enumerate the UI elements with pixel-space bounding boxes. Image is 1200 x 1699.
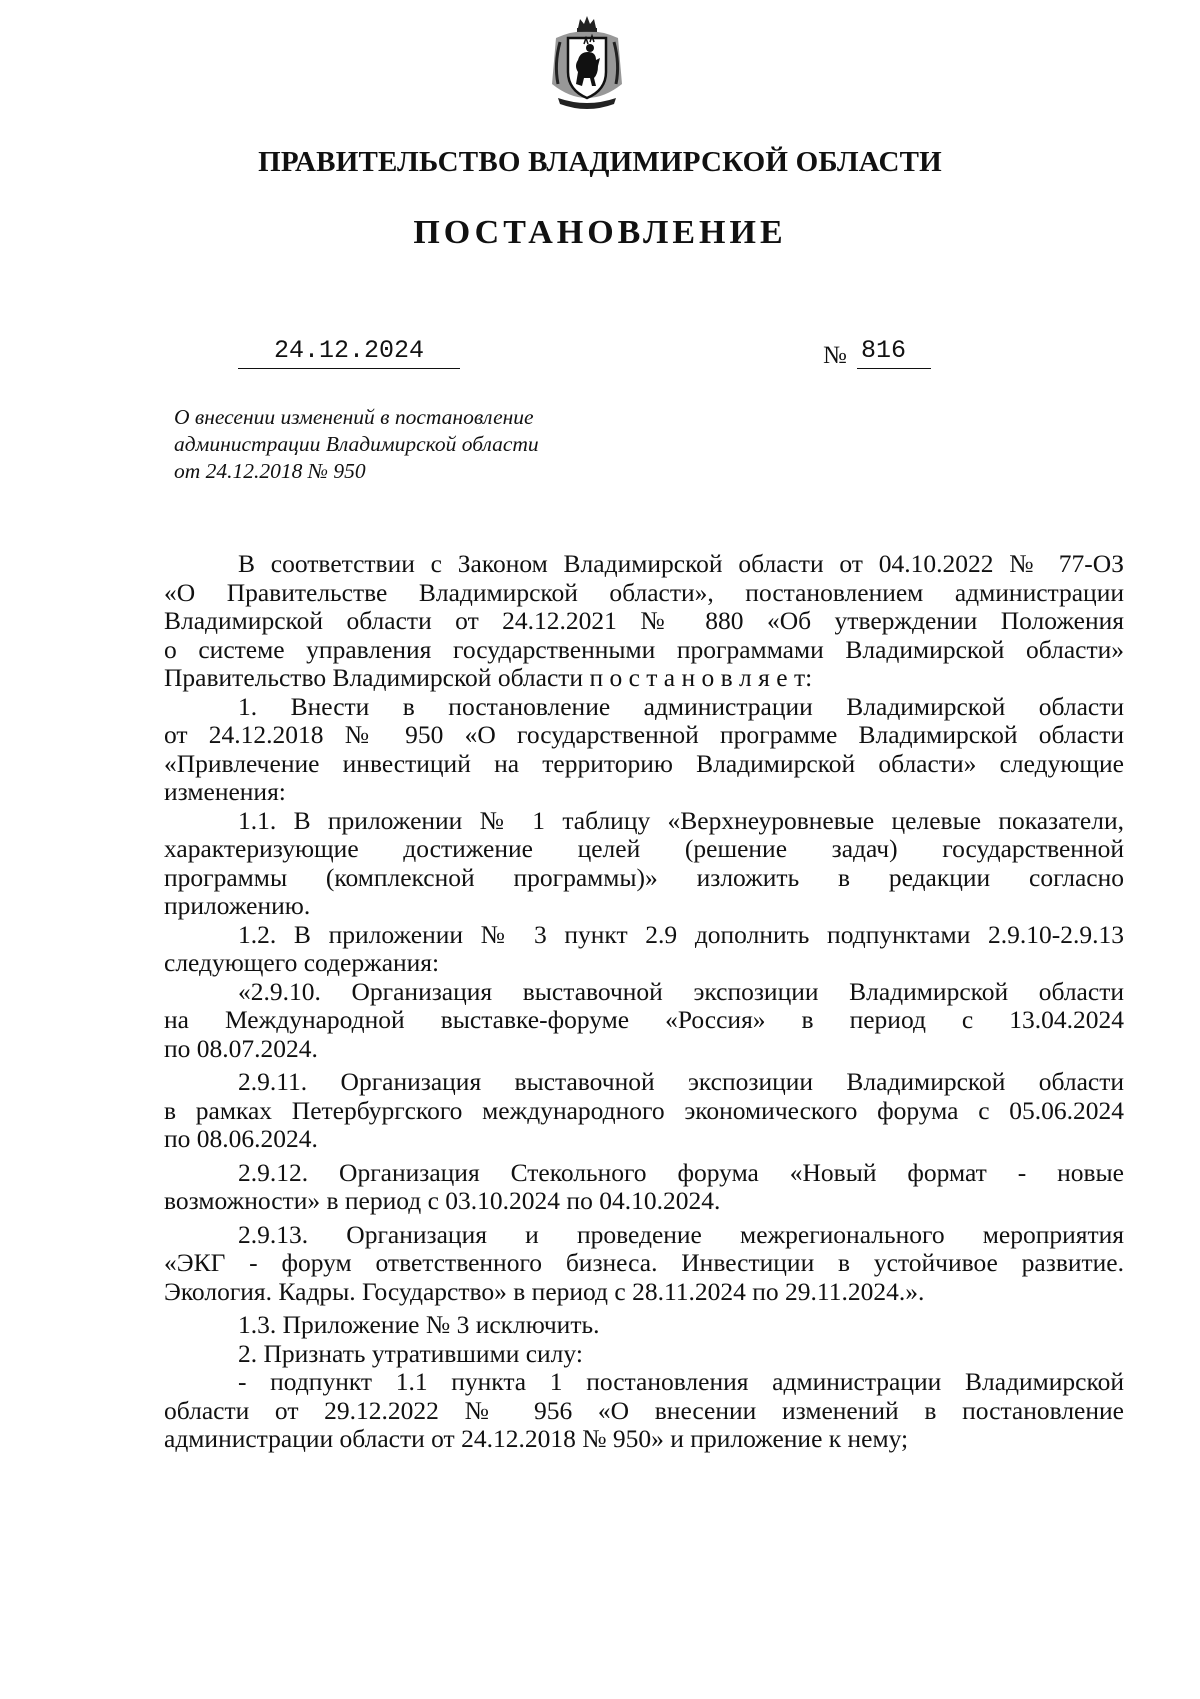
subject-line: от 24.12.2018 № 950 — [174, 459, 366, 483]
paragraph-line: Экология. Кадры. Государство» в период с 28.11.2024 по 29.11.2024.». — [164, 1276, 925, 1306]
paragraph-line: по 08.06.2024. — [164, 1124, 318, 1153]
paragraph-line: характеризующие достижение целей (решение задач) государственной — [164, 834, 1124, 863]
paragraph-line: 2.9.11. Организация выставочной экспозиции Владимирской области — [238, 1067, 1124, 1096]
paragraph-line: о системе управления государственными программами Владимирской области» — [164, 634, 1124, 664]
paragraph-line: от 24.12.2018 № 950 «О государственной программе Владимирской области — [164, 720, 1124, 749]
paragraph — [164, 978, 1124, 1064]
paragraph-line: возможности» в период с 03.10.2024 по 04.10.2024. — [164, 1186, 721, 1215]
paragraph-line: области от 29.12.2022 № 956 «О внесении изменений в постановление — [164, 1395, 1124, 1425]
paragraph-line: 2.9.12. Организация Стекольного форума «Новый формат - новые — [238, 1157, 1124, 1187]
paragraph-line: 2.9.13. Организация и проведение межрегионального мероприятия — [238, 1219, 1124, 1249]
paragraph-line: 2. Признать утратившими силу: — [238, 1338, 583, 1368]
paragraph-line: «Привлечение инвестиций на территорию Владимирской области» следующие — [164, 748, 1124, 778]
paragraph-line: В соответствии с Законом Владимирской области от 04.10.2022 № 77-ОЗ — [238, 549, 1124, 578]
document-body — [164, 550, 1124, 1454]
paragraph-line: «ЭКГ - форум ответственного бизнеса. Инвестиции в устойчивое развитие. — [164, 1248, 1124, 1277]
paragraph — [164, 1068, 1124, 1154]
document-subject — [174, 404, 539, 485]
paragraph-line: «О Правительстве Владимирской области», постановлением администрации — [164, 577, 1124, 607]
paragraph-line: на Международной выставке-форуме «Россия» в период с 13.04.2024 — [164, 1005, 1124, 1034]
government-name: ПРАВИТЕЛЬСТВО ВЛАДИМИРСКОЙ ОБЛАСТИ — [258, 146, 942, 178]
paragraph-line: 1.2. В приложении № 3 пункт 2.9 дополнить подпунктами 2.9.10-2.9.13 — [238, 919, 1124, 949]
paragraph-line: 1. Внести в постановление администрации Владимирской области — [238, 691, 1124, 721]
document-date: 24.12.2024 — [274, 336, 425, 365]
subject-line: администрации Владимирской области — [174, 432, 539, 456]
coat-of-arms-icon — [544, 14, 630, 110]
paragraph-line: по 08.07.2024. — [164, 1033, 318, 1063]
date-field — [238, 336, 460, 369]
paragraph-line: Владимирской области от 24.12.2021 № 880 «Об утверждении Положения — [164, 606, 1124, 635]
paragraph — [164, 921, 1124, 978]
number-label: № — [823, 342, 847, 369]
paragraph — [164, 550, 1124, 693]
subject-line: О внесении изменений в постановление — [174, 405, 534, 429]
paragraph-line: изменения: — [164, 777, 286, 806]
paragraph — [164, 1311, 1124, 1340]
document-type: ПОСТАНОВЛЕНИЕ — [413, 214, 787, 251]
paragraph-line: - подпункт 1.1 пункта 1 постановления администрации Владимирской — [238, 1367, 1124, 1396]
paragraph — [164, 1368, 1124, 1454]
paragraph-line: следующего содержания: — [164, 948, 440, 977]
paragraph — [164, 1159, 1124, 1216]
paragraph — [164, 1221, 1124, 1307]
paragraph-line: «2.9.10. Организация выставочной экспозиции Владимирской области — [238, 976, 1124, 1006]
paragraph-line: 1.3. Приложение № 3 исключить. — [238, 1310, 600, 1339]
paragraph-line: 1.1. В приложении № 1 таблицу «Верхнеуровневые целевые показатели, — [238, 805, 1124, 835]
document-number: 816 — [861, 336, 907, 365]
paragraph-line: в рамках Петербургского международного экономического форума с 05.06.2024 — [164, 1095, 1124, 1125]
number-field — [857, 336, 931, 369]
paragraph — [164, 807, 1124, 921]
paragraph-line: программы (комплексной программы)» изложить в редакции согласно — [164, 862, 1124, 892]
paragraph — [164, 693, 1124, 807]
paragraph-line: Правительство Владимирской области п о с т а н о в л я е т: — [164, 663, 813, 692]
paragraph-line: приложению. — [164, 891, 311, 920]
paragraph-line: администрации области от 24.12.2018 № 950» и приложение к нему; — [164, 1424, 909, 1453]
paragraph — [164, 1340, 1124, 1369]
